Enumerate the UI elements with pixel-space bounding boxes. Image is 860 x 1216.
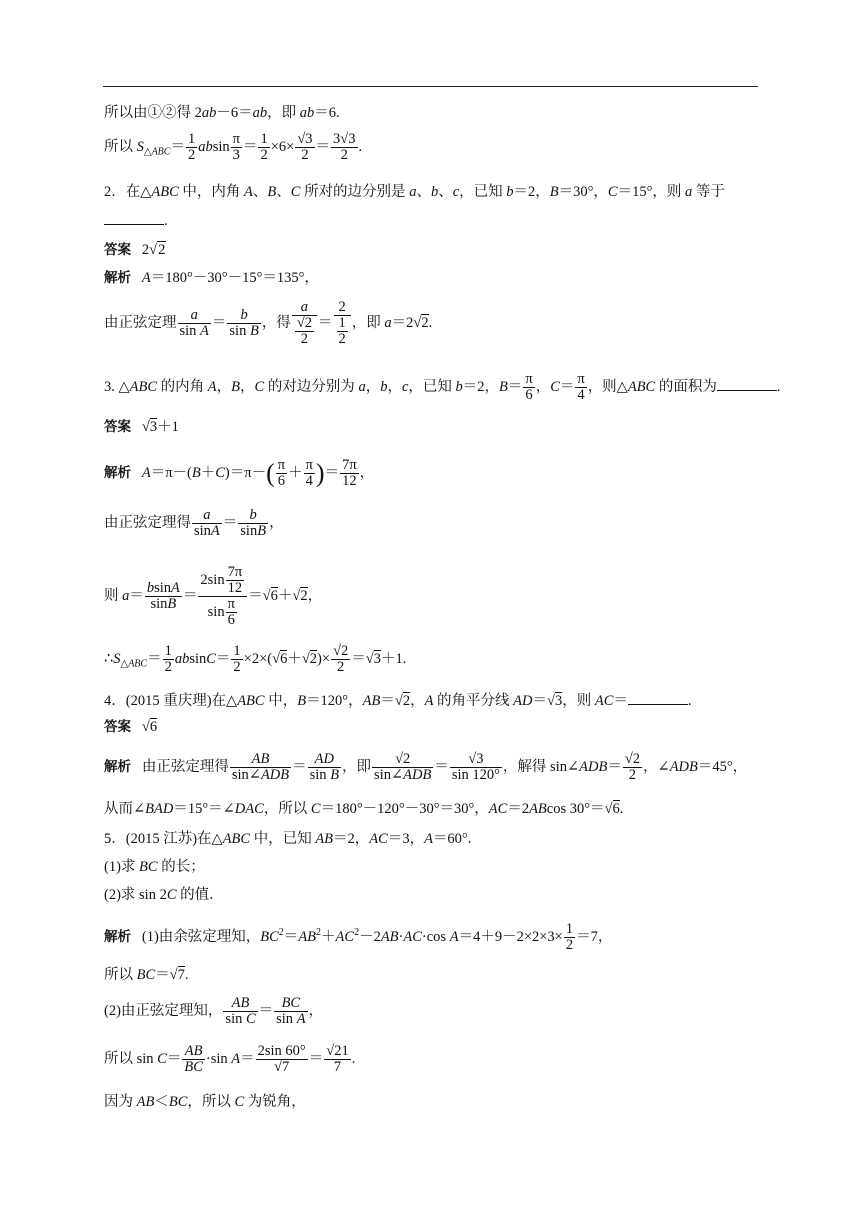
solution-4-line-1: 解析 由正弦定理得 $\frac{AB}{\text{sin∠ADB}}$ ＝ $\frac{AD}{\text{sin B}}$ ，即 $\frac{√2}{\text{sin∠ADB}}$ ＝ $\frac{√3}{\sin 120^\circ}$ ，解得 sin∠ADB＝ $\frac{√2}{2}$ ，∠ADB＝45°，: [104, 751, 748, 783]
answer-label: 答案: [104, 719, 131, 735]
solution-label: 解析: [104, 464, 131, 481]
header-rule: [103, 86, 758, 87]
answer-blank: [628, 692, 688, 705]
solution-5-line-4: 所以 sin C＝ $\frac{AB}{BC}$ ·sin A＝ $\frac{2\sin 60^\circ}{√7}$ ＝ $\frac{√21}{7}$ .: [104, 1043, 356, 1075]
problem-4: 4．(2015 重庆理)在△ABC 中，B＝120°，AB＝√2，A 的角平分线 AD＝√3，则 AC＝ .: [104, 693, 692, 709]
text-line-1: 所以由①②得 2ab－6＝ab，即 ab＝6.: [104, 105, 340, 121]
problem-3: 3. △ABC 的内角 A，B，C 的对边分别为 a，b，c，已知 b＝2，B＝ $\frac{\pi}{6}$ ，C＝ $\frac{\pi}{4}$ ，则△ABC 的面积为 .: [104, 371, 781, 403]
answer-3: 答案 √3＋1: [104, 419, 179, 435]
solution-label: 解析: [104, 758, 131, 775]
solution-3-line-2: 由正弦定理得 $\frac{a}{\sin A}$ ＝ $\frac{b}{\sin B}$ ，: [104, 507, 284, 539]
problem-5: 5．(2015 江苏)在△ABC 中，已知 AB＝2，AC＝3，A＝60°.: [104, 831, 472, 847]
solution-3-line-3: 则 a＝ $\frac{bsinA}{\sin B}$ ＝ 2sin $\frac{7\pi}{12}$ sin $\frac{\pi}{6}$ ＝√6＋√2，: [104, 564, 323, 628]
solution-3-line-4: $\therefore S_{\triangle ABC}=$ $\frac{1}{2}$ absinC＝ $\frac{1}{2}$ ×2×(√6＋√2)× $\frac{√2}{2}$ ＝√3＋1.: [104, 643, 407, 675]
answer-label: 答案: [104, 419, 131, 435]
problem-5-part-2: (2)求 sin 2C 的值．: [104, 887, 224, 903]
solution-label: 解析: [104, 270, 131, 286]
problem-2: 2．在△ABC 中，内角 A、B、C 所对的边分别是 a、b、c，已知 b＝2，B＝30°，C＝15°，则 a 等于: [104, 184, 725, 200]
answer-blank: [717, 378, 777, 391]
solution-2-line-1: 解析 A＝180°－30°－15°＝135°，: [104, 270, 319, 286]
text-line-area-formula: 所以 $S_{\triangle ABC}=$ $\frac{1}{2}$ absin $\frac{\pi}{3}$ ＝ $\frac{1}{2}$ ×6× $\frac{√3}{2}$ ＝ $\frac{3√3}{2}$ .: [104, 131, 363, 163]
answer-label: 答案: [104, 242, 131, 258]
solution-3-line-1: 解析 A＝π－(B＋C)＝π－( $\frac{\pi}{6}$ ＋ $\frac{\pi}{4}$ )＝ $\frac{7\pi}{12}$ ，: [104, 457, 375, 489]
solution-5-line-3: (2)由正弦定理知， $\frac{AB}{\text{sin C}}$ ＝ $\frac{BC}{\text{sin A}}$ ，: [104, 995, 324, 1027]
answer-2: 答案 2√2: [104, 242, 166, 258]
solution-2-line-2: 由正弦定理 $\frac{a}{\text{sin A}}$ ＝ $\frac{b}{\text{sin B}}$ ，得 $\frac{a}{\frac{√2}{2}}$ ＝ $\frac{2}{\frac{1}{2}}$ ，即 a＝2√2.: [104, 299, 433, 347]
solution-5-line-1: 解析 (1)由余弦定理知，$BC^2=AB^2+AC^2-2AB\cdot AC\cdot\cos$ A＝4＋9－2×2×3× $\frac{1}{2}$ ＝7，: [104, 921, 613, 953]
answer-blank: [104, 212, 164, 225]
problem-5-part-1: (1)求 BC 的长；: [104, 859, 205, 875]
answer-4: 答案 √6: [104, 719, 158, 735]
solution-5-line-2: 所以 BC＝√7.: [104, 967, 189, 983]
solution-5-line-5: 因为 AB＜BC，所以 C 为锐角，: [104, 1094, 306, 1110]
solution-label: 解析: [104, 928, 131, 945]
solution-4-line-2: 从而∠BAD＝15°＝∠DAC，所以 C＝180°－120°－30°＝30°，AC＝2ABcos 30°＝√6.: [104, 801, 624, 817]
problem-2-blank: .: [104, 212, 168, 230]
